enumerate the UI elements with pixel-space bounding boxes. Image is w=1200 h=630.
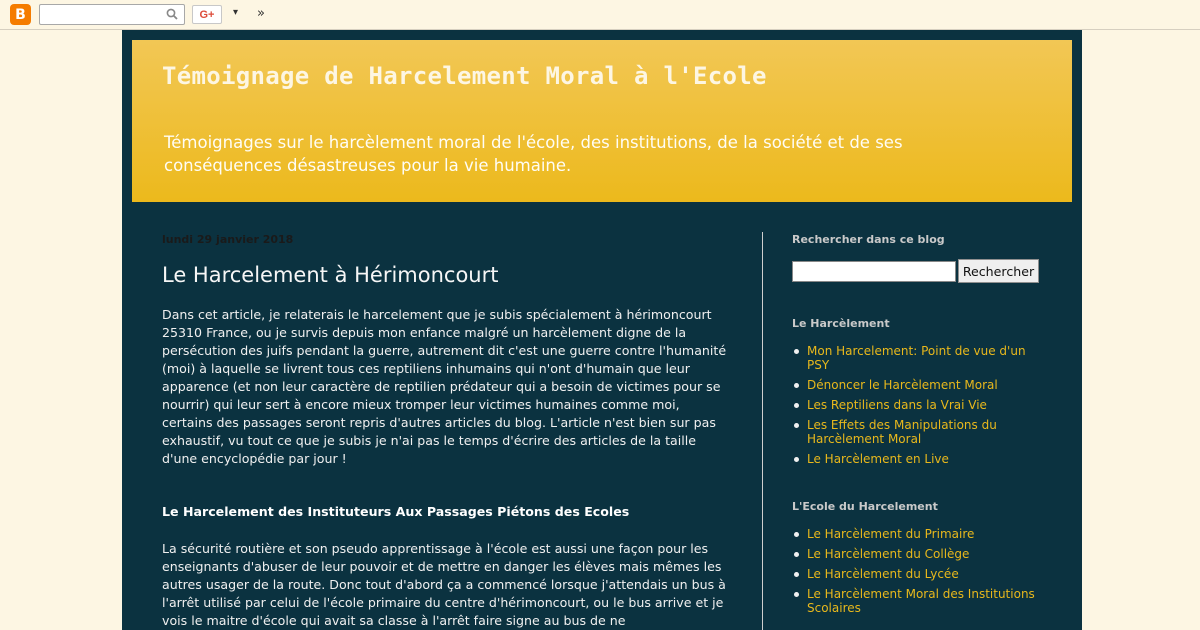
blogger-logo-icon[interactable]: B [10, 4, 31, 25]
sidebar-search-input[interactable] [792, 261, 956, 282]
sidebar-link-list [792, 527, 1042, 621]
blogger-navbar [0, 0, 1200, 30]
sidebar-link[interactable]: Le Harcèlement en Live [792, 452, 1042, 466]
blog-description: Témoignages sur le harcèlement moral de l'école, des institutions, de la société et de ses conséquences désastreuses pour la vie humaine. [164, 133, 903, 175]
sidebar-link[interactable]: Le Harcèlement du Lycée [792, 567, 1042, 581]
sidebar-search-heading: Rechercher dans ce blog [792, 233, 945, 246]
post-subheading: Le Harcelement des Instituteurs Aux Passages Piétons des Ecoles [162, 504, 630, 519]
google-plus-button[interactable]: G+ [192, 5, 222, 24]
navbar-search-input[interactable] [39, 4, 185, 25]
sidebar-link[interactable]: Le Harcèlement Moral des Institutions Scolaires [792, 587, 1042, 615]
sidebar-link[interactable]: Les Effets des Manipulations du Harcèlement Moral [792, 418, 1042, 446]
more-menu-button[interactable]: » [257, 6, 265, 21]
sidebar-link[interactable]: Le Harcèlement du Collège [792, 547, 1042, 561]
post-date: lundi 29 janvier 2018 [162, 233, 294, 246]
search-button[interactable]: Rechercher [958, 259, 1039, 283]
sidebar-link[interactable]: Mon Harcelement: Point de vue d'un PSY [792, 344, 1042, 372]
blog-title[interactable]: Témoignage de Harcelement Moral à l'Ecole [162, 62, 767, 90]
sidebar-link[interactable]: Les Reptiliens dans la Vrai Vie [792, 398, 1042, 412]
sidebar-link[interactable]: Dénoncer le Harcèlement Moral [792, 378, 1042, 392]
column-divider [762, 232, 763, 630]
search-icon[interactable] [166, 8, 178, 20]
post-paragraph: La sécurité routière et son pseudo apprentissage à l'école est aussi une façon pour les enseignants d'abuser de leur pouvoir et de mettre en danger les élèves mais mêmes les autres usager de la route. Donc tout d'abord ça a commencé lorsque j'attendais un bus à l'arrêt utilisé par celui de l'école primaire du centre d'hérimoncourt, ou le bus arrive et je vois le maitre d'école qui avait sa classe à l'arrêt faire signe au bus de ne [162, 541, 726, 628]
sidebar-link-list [792, 344, 1042, 472]
post-title[interactable]: Le Harcelement à Hérimoncourt [162, 263, 499, 287]
sidebar-link[interactable]: Le Harcèlement du Primaire [792, 527, 1042, 541]
post-intro-paragraph: Dans cet article, je relaterais le harcelement que je subis spécialement à hérimoncourt 25310 France, ou je survis depuis mon enfance malgré un harcèlement digne de la persécution des juifs pendant la guerre, autrement dit c'est une guerre contre l'humanité (moi) à laquelle se livrent tous ces reptiliens inhumains qui n'ont d'humain que leur apparence (et non leur caractère de reptilien prédateur qui a besoin de victimes pour se nourrir) qui leur sert à encore mieux tromper leur victimes humaines comme moi, certains des passages seront repris d'autres articles du blog. L'article n'est bien sur pas exhaustif, vu tout ce que je subis je n'ai pas le temps d'écrire des articles de la taille d'une encyclopédie par jour ! [162, 307, 727, 466]
chevron-down-icon[interactable]: ▾ [233, 7, 239, 18]
sidebar-section-heading: Le Harcèlement [792, 317, 890, 330]
sidebar-section-heading: L'Ecole du Harcelement [792, 500, 938, 513]
